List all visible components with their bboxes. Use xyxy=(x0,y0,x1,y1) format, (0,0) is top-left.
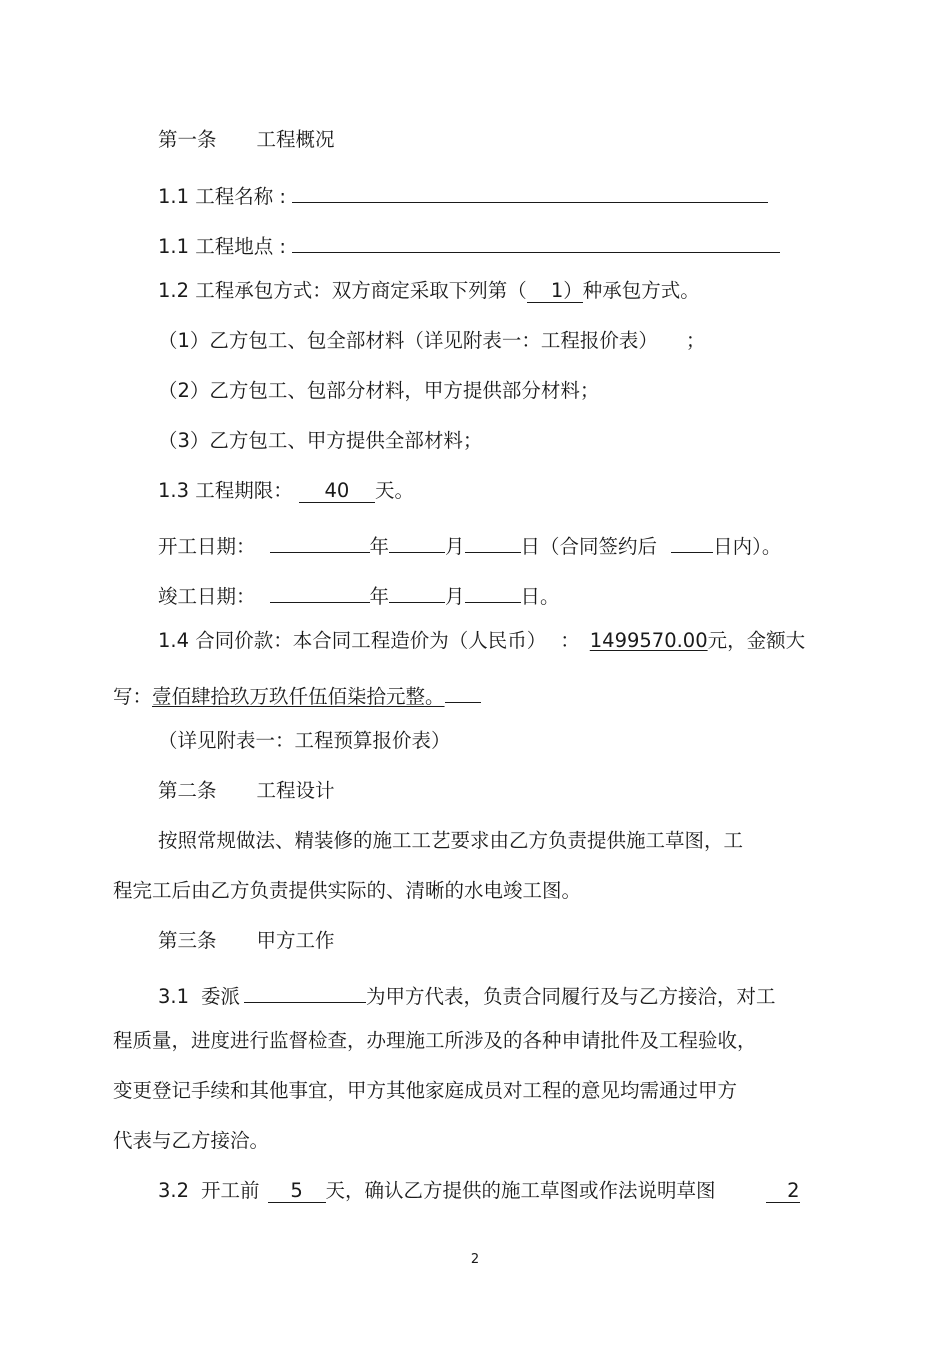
article-3-heading: 第三条 甲方工作 xyxy=(158,929,335,952)
start-year-blank xyxy=(270,528,370,553)
contract-price-upper: 壹佰肆拾玖万玖仟伍佰柒拾元整。 xyxy=(152,685,445,708)
end-day-blank xyxy=(465,578,521,603)
confirm-row: 3.2 开工前 5 天，确认乙方提供的施工草图或作法说明草图 2 xyxy=(158,1179,800,1202)
end-date-row: 竣工日期： 年 月 日。 xyxy=(158,578,560,610)
design-text-line-1: 按照常规做法、精装修的施工工艺要求由乙方负责提供施工草图，工 xyxy=(158,829,744,852)
project-name-row: 1.1 工程名称 : xyxy=(158,178,768,210)
project-period-value: 40 xyxy=(299,478,375,503)
confirm-copies-value: 2 xyxy=(766,1178,800,1203)
contract-price-upper-row: 写：壹佰肆拾玖万玖仟伍佰柒拾元整。 xyxy=(113,678,481,710)
contract-price-value: 1499570.00 xyxy=(589,629,708,652)
start-day-blank xyxy=(465,528,521,553)
representative-line-3: 变更登记手续和其他事宜，甲方其他家庭成员对工程的意见均需通过甲方 xyxy=(113,1079,738,1102)
start-date-row: 开工日期： 年 月 日（合同签约后 日内）。 xyxy=(158,528,781,560)
start-month-blank xyxy=(389,528,445,553)
end-year-blank xyxy=(270,578,370,603)
price-note: （详见附表一：工程预算报价表） xyxy=(158,729,451,752)
contract-price-row: 1.4 合同价款：本合同工程造价为（人民币） ： 1499570.00元，金额大 xyxy=(158,629,806,652)
mode-option-3: （3）乙方包工、甲方提供全部材料； xyxy=(158,429,483,452)
representative-line-4: 代表与乙方接洽。 xyxy=(113,1129,270,1152)
confirm-days-value: 5 xyxy=(268,1178,326,1203)
article-2-heading: 第二条 工程设计 xyxy=(158,779,335,802)
contract-mode-value: 1） xyxy=(527,278,583,303)
page-number: 2 xyxy=(470,1252,480,1267)
start-within-blank xyxy=(671,528,713,553)
project-period-row: 1.3 工程期限： 40 天。 xyxy=(158,479,414,502)
project-site-row: 1.1 工程地点 : xyxy=(158,228,780,260)
mode-option-1: （1）乙方包工、包全部材料（详见附表一：工程报价表） ； xyxy=(158,329,706,352)
contract-mode-row: 1.2 工程承包方式：双方商定采取下列第（ 1）种承包方式。 xyxy=(158,279,700,302)
project-name-blank xyxy=(292,178,768,203)
end-month-blank xyxy=(389,578,445,603)
mode-option-2: （2）乙方包工、包部分材料，甲方提供部分材料； xyxy=(158,379,600,402)
representative-blank xyxy=(244,978,366,1003)
project-site-blank xyxy=(292,228,780,253)
representative-row: 3.1 委派 为甲方代表，负责合同履行及与乙方接洽，对工 xyxy=(158,978,776,1010)
article-1-heading: 第一条 工程概况 xyxy=(158,128,335,151)
representative-line-2: 程质量，进度进行监督检查，办理施工所涉及的各种申请批件及工程验收， xyxy=(113,1029,757,1052)
design-text-line-2: 程完工后由乙方负责提供实际的、清晰的水电竣工图。 xyxy=(113,879,582,902)
